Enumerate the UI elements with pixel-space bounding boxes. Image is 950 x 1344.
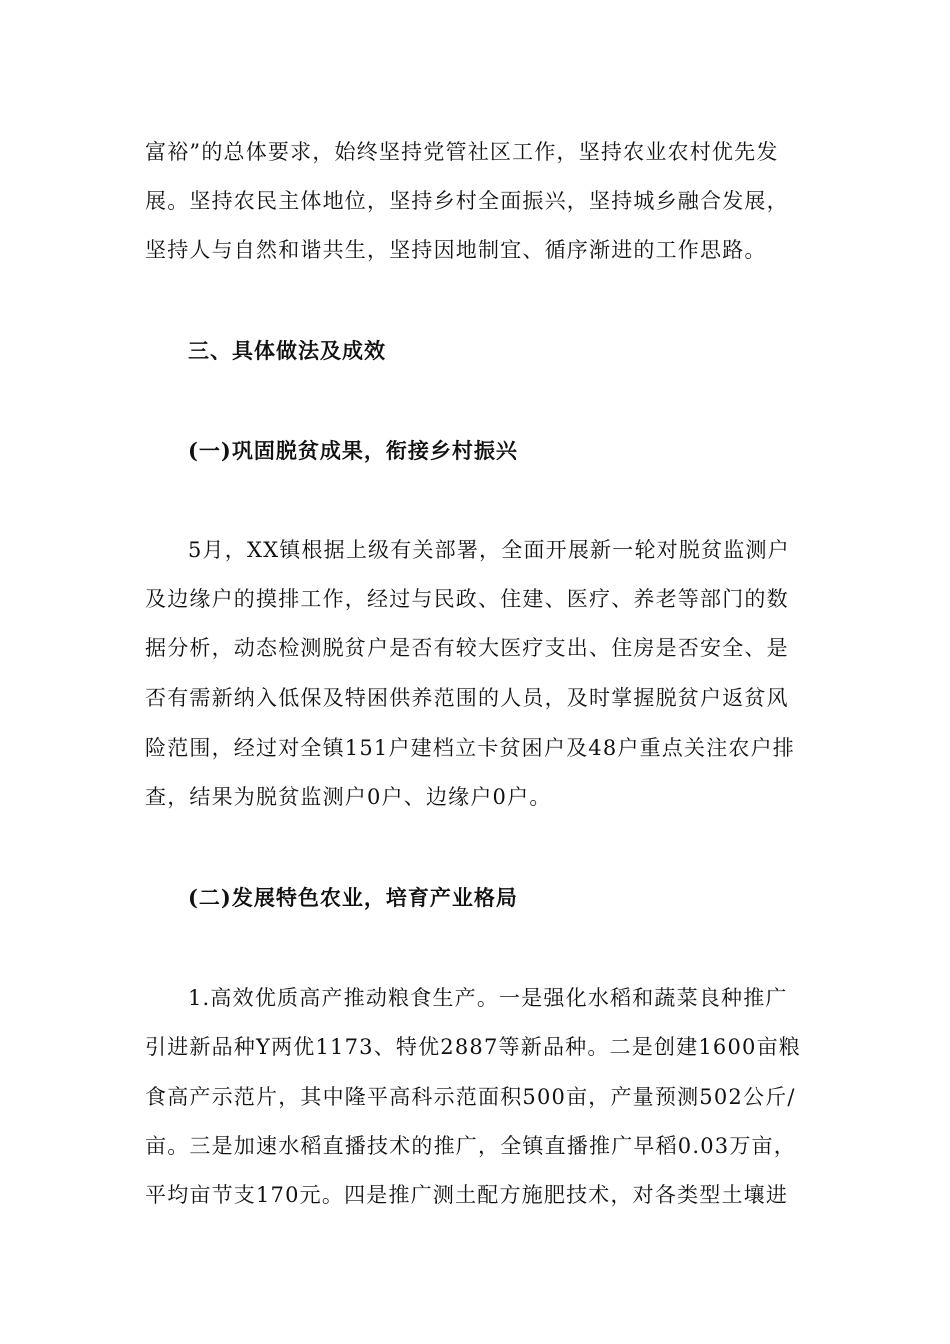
paragraph-line: 1.高效优质高产推动粮食生产。一是强化水稻和蔬菜良种推广 [188,986,788,1010]
paragraph-line: 亩。三是加速水稻直播技术的推广，全镇直播推广早稻0.03万亩， [145,1134,796,1158]
paragraph-line: 平均亩节支170元。四是推广测土配方施肥技术，对各类型土壤进 [145,1183,789,1207]
paragraph-line: 5月，XX镇根据上级有关部署，全面开展新一轮对脱贫监测户 [188,538,790,562]
section-heading: 三、具体做法及成效 [188,338,386,363]
paragraph-line: 查，结果为脱贫监测户0户、边缘户0户。 [145,785,552,809]
paragraph-line: 食高产示范片，其中隆平高科示范面积500亩，产量预测502公斤/ [145,1085,796,1109]
paragraph-line: 据分析，动态检测脱贫户是否有较大医疗支出、住房是否安全、是 [145,636,789,660]
paragraph-line: 坚持人与自然和谐共生，坚持因地制宜、循序渐进的工作思路。 [145,238,767,262]
paragraph-line: 展。坚持农民主体地位，坚持乡村全面振兴，坚持城乡融合发展， [145,189,789,213]
subsection-heading: (一)巩固脱贫成果，衔接乡村振兴 [188,438,518,463]
paragraph-line: 富裕”的总体要求，始终坚持党管社区工作，坚持农业农村优先发 [145,140,779,164]
paragraph-line: 险范围，经过对全镇151户建档立卡贫困户及48户重点关注农户排 [145,736,796,760]
paragraph-line: 否有需新纳入低保及特困供养范围的人员，及时掌握脱贫户返贫风 [145,686,789,710]
paragraph-line: 引进新品种Y两优1173、特优2887等新品种。二是创建1600亩粮 [145,1035,801,1059]
paragraph-line: 及边缘户的摸排工作，经过与民政、住建、医疗、养老等部门的数 [145,587,789,611]
subsection-heading: (二)发展特色农业，培育产业格局 [188,885,518,910]
